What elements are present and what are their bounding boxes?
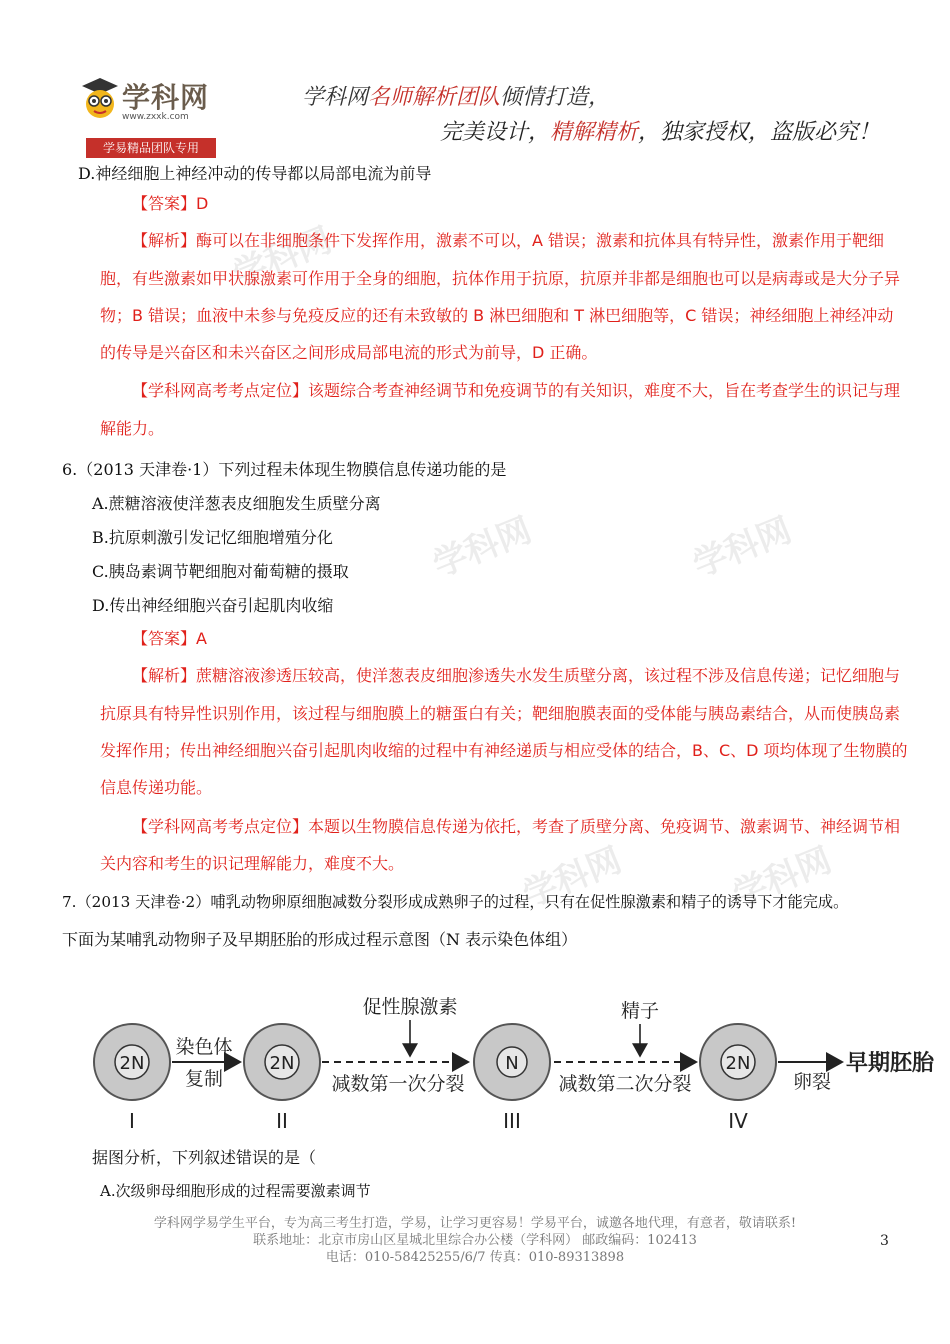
step-cleavage xyxy=(778,1050,935,1093)
cell-ploidy-label: N xyxy=(505,1053,519,1074)
footer-line1: 学科网学易学生平台，专为高三考生打造，学易，让学习更容易！学易平台，诚邀各地代理，有意者，敬请联系! xyxy=(153,1216,797,1231)
q6-stem: 6.（2013 天津卷·1）下列过程未体现生物膜信息传递功能的是 xyxy=(62,460,507,479)
cell-roman-label: IV xyxy=(728,1109,748,1133)
slogan-line1 xyxy=(302,80,610,111)
q6-option: A.蔗糖溶液使洋葱表皮细胞发生质壁分离 xyxy=(92,494,381,513)
slogan-text: 完美设计， xyxy=(440,120,551,145)
logo-strip: 学易精品团队专用 xyxy=(86,138,216,158)
q5-analysis-line: 胞，有些激素如甲状腺激素可作用于全身的细胞，抗体作用于抗原，抗原并非都是细胞也可以是病毒或是大分子异 xyxy=(100,269,901,288)
slogan-text: ，独家授权，盗版必究！ xyxy=(638,120,881,145)
q6-answer: 【答案】A xyxy=(132,629,207,648)
q6-analysis-line: 信息传递功能。 xyxy=(100,778,213,797)
q6-analysis-line: 发挥作用；传出神经细胞兴奋引起肌肉收缩的过程中有神经递质与相应受体的结合，B、C、D 项均体现了生物膜的 xyxy=(100,741,908,760)
q5-analysis-line: 物；B 错误；血液中未参与免疫反应的还有未致敏的 B 淋巴细胞和 T 淋巴细胞等，C 错误；神经细胞上神经冲动 xyxy=(100,306,894,325)
cell-iv xyxy=(700,1024,776,1133)
cell-roman-label: III xyxy=(503,1109,521,1133)
cell-ii xyxy=(244,1024,320,1133)
end-label: 早期胚胎 xyxy=(846,1051,935,1076)
q6-option: D.传出神经细胞兴奋引起肌肉收缩 xyxy=(92,596,334,615)
step-label-top: 精子 xyxy=(620,1000,660,1022)
q5-analysis-line: 【解析】酶可以在非细胞条件下发挥作用，激素不可以，A 错误；激素和抗体具有特异性，激素作用于靶细 xyxy=(132,231,885,250)
q6-point-line: 关内容和考生的识记理解能力，难度不大。 xyxy=(100,854,405,873)
slogan-highlight: 名师解析团队 xyxy=(368,85,501,110)
q7-stem-line2: 下面为某哺乳动物卵子及早期胚胎的形成过程示意图（N 表示染色体组） xyxy=(62,930,578,949)
cell-ploidy-label: 2N xyxy=(119,1053,145,1074)
step-label-bottom: 减数第二次分裂 xyxy=(558,1073,692,1095)
q5-analysis-line: 的传导是兴奋区和未兴奋区之间形成局部电流的形式为前导，D 正确。 xyxy=(100,343,598,362)
step-label-bottom: 减数第一次分裂 xyxy=(331,1073,465,1095)
footer-line2: 联系地址：北京市房山区星城北里综合办公楼（学科网） 邮政编码：102413 xyxy=(253,1233,697,1248)
watermark: 学科网 xyxy=(227,220,338,296)
step-label-top: 促性腺激素 xyxy=(362,996,458,1018)
q7-question: 据图分析，下列叙述错误的是（ xyxy=(92,1148,317,1167)
slogan-line2 xyxy=(440,115,880,146)
cell-roman-label: I xyxy=(129,1109,135,1133)
watermark: 学科网 xyxy=(427,510,538,586)
cell-i xyxy=(94,1024,170,1133)
page-number: 3 xyxy=(880,1233,889,1249)
step-meiosis-2 xyxy=(554,1000,696,1095)
step-meiosis-1 xyxy=(322,996,468,1095)
mascot-icon xyxy=(78,74,120,126)
site-logo xyxy=(78,74,228,155)
step-label-bottom: 卵裂 xyxy=(792,1071,832,1093)
step-label-top: 染色体 xyxy=(175,1036,233,1058)
watermark: 学科网 xyxy=(687,510,798,586)
slogan-text: 学科网 xyxy=(302,85,369,110)
q6-point-line: 【学科网高考考点定位】本题以生物膜信息传递为依托，考查了质壁分离、免疫调节、激素调节、神经调节相 xyxy=(132,817,901,836)
page-header xyxy=(70,62,910,162)
watermark: 学科网 xyxy=(727,840,838,916)
q5-option-d: D.神经细胞上神经冲动的传导都以局部电流为前导 xyxy=(78,164,432,183)
oocyte-formation-diagram xyxy=(80,990,950,1140)
q5-answer: 【答案】D xyxy=(132,194,209,213)
q6-option: C.胰岛素调节靶细胞对葡萄糖的摄取 xyxy=(92,562,349,581)
q5-point-line: 【学科网高考考点定位】该题综合考查神经调节和免疫调节的有关知识，难度不大，旨在考查学生的识记与理 xyxy=(132,381,901,400)
watermark: 学科网 xyxy=(517,840,628,916)
cell-roman-label: II xyxy=(276,1109,288,1133)
cell-iii xyxy=(474,1024,550,1133)
footer-line3: 电话：010-58425255/6/7 传真：010-89313898 xyxy=(325,1250,625,1265)
slogan-text: 倾情打造， xyxy=(500,85,611,110)
q6-analysis-line: 抗原具有特异性识别作用，该过程与细胞膜上的糖蛋白有关；靶细胞膜表面的受体能与胰岛素结合，从而使胰岛素 xyxy=(100,704,901,723)
q7-option-a: A.次级卵母细胞形成的过程需要激素调节 xyxy=(100,1182,371,1200)
logo-brand: 学科网 xyxy=(122,81,210,114)
q5-point-line: 解能力。 xyxy=(100,419,165,438)
cell-ploidy-label: 2N xyxy=(269,1053,295,1074)
step-replication xyxy=(172,1036,240,1090)
slogan-highlight: 精解精析 xyxy=(550,120,639,145)
step-label-bottom: 复制 xyxy=(184,1068,224,1090)
q6-option: B.抗原刺激引发记忆细胞增殖分化 xyxy=(92,528,333,547)
q7-stem-line1: 7.（2013 天津卷·2）哺乳动物卵原细胞减数分裂形成成熟卵子的过程，只有在促性腺激素和精子的诱导下才能完成。 xyxy=(62,893,849,911)
q6-analysis-line: 【解析】蔗糖溶液渗透压较高，使洋葱表皮细胞渗透失水发生质壁分离，该过程不涉及信息传递；记忆细胞与 xyxy=(132,666,901,685)
cell-ploidy-label: 2N xyxy=(725,1053,751,1074)
logo-url: www.zxxk.com xyxy=(122,112,189,122)
